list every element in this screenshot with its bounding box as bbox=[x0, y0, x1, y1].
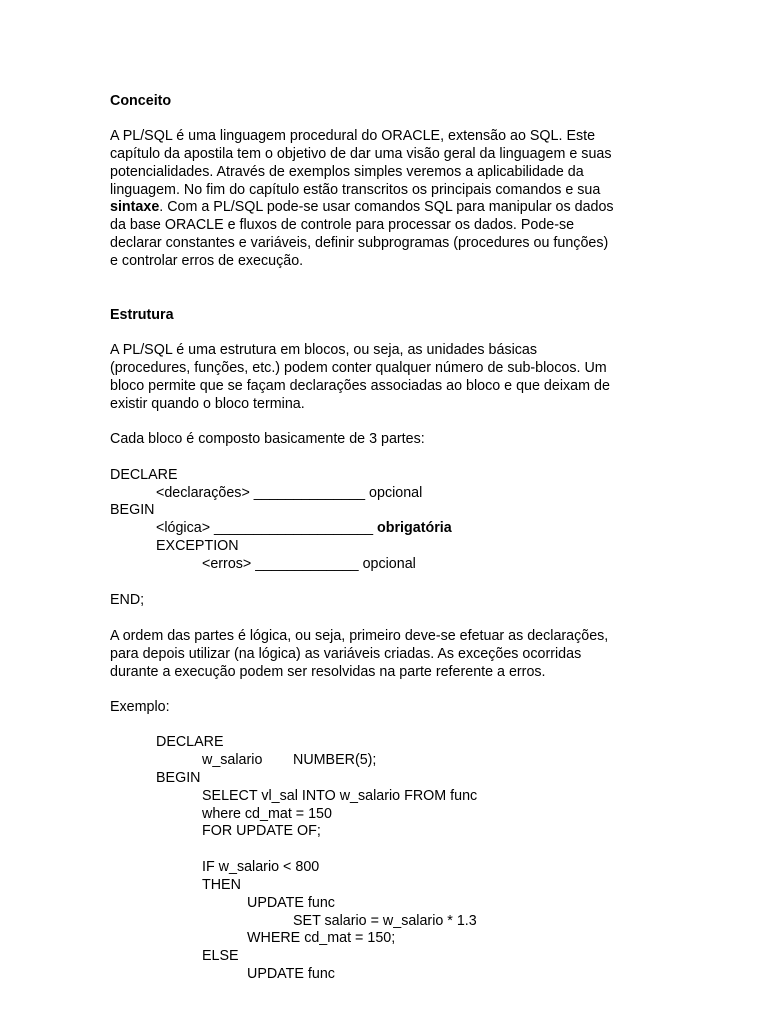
ordem-line-3: durante a execução podem ser resolvidas na parte referente a erros. bbox=[110, 664, 546, 680]
code-for-update: FOR UPDATE OF; bbox=[202, 823, 321, 839]
exemplo-label: Exemplo: bbox=[110, 699, 170, 715]
estrutura-line-1: A PL/SQL é uma estrutura em blocos, ou seja, as unidades básicas bbox=[110, 342, 538, 358]
estrutura-line-3: bloco permite que se façam declarações associadas ao bloco e que deixam de bbox=[110, 378, 610, 394]
block-begin: BEGIN bbox=[110, 502, 155, 518]
block-end: END; bbox=[110, 592, 145, 608]
block-logica-line bbox=[156, 519, 452, 537]
code-update-1: UPDATE func bbox=[247, 895, 335, 911]
code-else: ELSE bbox=[202, 948, 239, 964]
logica-prefix: <lógica> ____________________ bbox=[156, 520, 378, 536]
code-var-name: w_salario bbox=[202, 752, 263, 768]
conceito-line-1: A PL/SQL é uma linguagem procedural do ORACLE, extensão ao SQL. Este bbox=[110, 128, 596, 144]
conceito-line-7: declarar constantes e variáveis, definir subprogramas (procedures ou funções) bbox=[110, 235, 609, 251]
code-if: IF w_salario < 800 bbox=[202, 859, 320, 875]
block-erros-line: <erros> _____________ opcional bbox=[202, 556, 416, 572]
conceito-line-5 bbox=[110, 198, 614, 216]
code-var-type: NUMBER(5); bbox=[293, 752, 377, 768]
code-declare: DECLARE bbox=[156, 734, 224, 750]
section-heading-estrutura: Estrutura bbox=[110, 307, 174, 323]
code-set: SET salario = w_salario * 1.3 bbox=[293, 913, 477, 929]
code-update-2: UPDATE func bbox=[247, 966, 335, 982]
bold-term-sintaxe: sintaxe bbox=[110, 199, 160, 215]
conceito-line-2: capítulo da apostila tem o objetivo de dar uma visão geral da linguagem e suas bbox=[110, 146, 612, 162]
block-declaracoes-line: <declarações> ______________ opcional bbox=[156, 485, 423, 501]
code-where-1: where cd_mat = 150 bbox=[202, 806, 332, 822]
composto-line: Cada bloco é composto basicamente de 3 partes: bbox=[110, 431, 425, 447]
conceito-line-8: e controlar erros de execução. bbox=[110, 253, 304, 269]
logica-obrigatoria: obrigatória bbox=[377, 520, 452, 536]
block-exception: EXCEPTION bbox=[156, 538, 239, 554]
estrutura-line-2: (procedures, funções, etc.) podem conter qualquer número de sub-blocos. Um bbox=[110, 360, 607, 376]
code-select: SELECT vl_sal INTO w_salario FROM func bbox=[202, 788, 478, 804]
conceito-line-6: da base ORACLE e fluxos de controle para processar os dados. Pode-se bbox=[110, 217, 575, 233]
block-declare: DECLARE bbox=[110, 467, 178, 483]
code-where-2: WHERE cd_mat = 150; bbox=[247, 930, 396, 946]
conceito-line-4: linguagem. No fim do capítulo estão transcritos os principais comandos e sua bbox=[110, 182, 601, 198]
conceito-line-3: potencialidades. Através de exemplos simples veremos a aplicabilidade da bbox=[110, 164, 584, 180]
code-then: THEN bbox=[202, 877, 241, 893]
ordem-line-2: para depois utilizar (na lógica) as variáveis criadas. As exceções ocorridas bbox=[110, 646, 582, 662]
code-var-line bbox=[202, 751, 377, 769]
section-heading-conceito: Conceito bbox=[110, 93, 172, 109]
ordem-line-1: A ordem das partes é lógica, ou seja, primeiro deve-se efetuar as declarações, bbox=[110, 628, 609, 644]
code-begin: BEGIN bbox=[156, 770, 201, 786]
conceito-line-5-rest: . Com a PL/SQL pode-se usar comandos SQL para manipular os dados bbox=[159, 199, 614, 215]
estrutura-line-4: existir quando o bloco termina. bbox=[110, 396, 305, 412]
